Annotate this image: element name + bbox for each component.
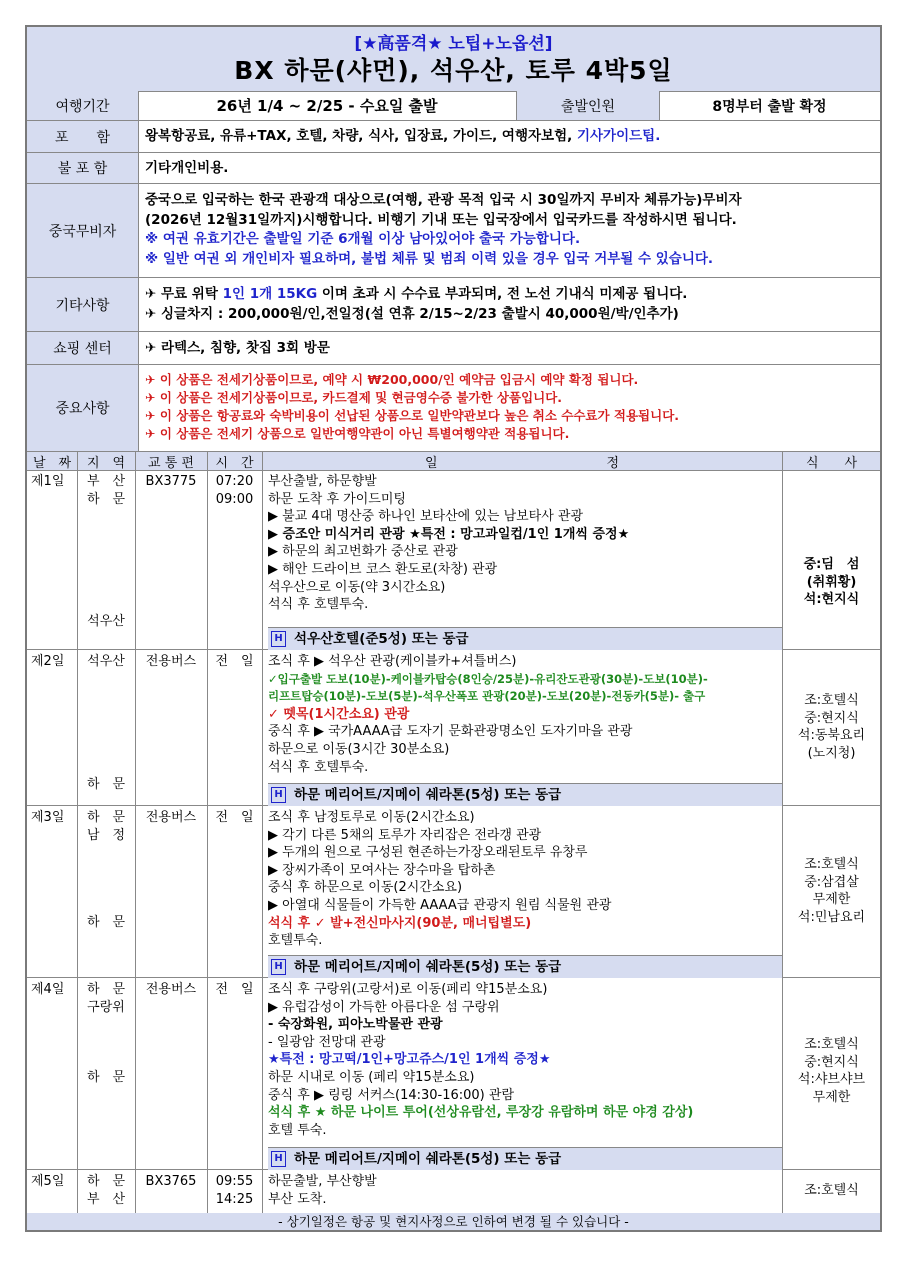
col-area: 지 역 [86, 456, 126, 471]
day-transport: BX3775 [145, 474, 197, 489]
col-transport: 교 통 편 [148, 456, 194, 471]
important-row [27, 365, 880, 452]
day-time: 전 일 [215, 654, 254, 669]
day-row-4 [27, 978, 880, 1170]
schedule-line: 부산 도착. [268, 1191, 327, 1207]
schedule-line: ▶ 해안 드라이브 코스 환도로(차창) 관광 [268, 561, 498, 577]
schedule-line: 부산출발, 하문향발 [268, 474, 377, 489]
day-area: 부 산 하 문 석우산 [86, 474, 126, 629]
schedule-line: 하문 시내로 이동 (페리 약15분소요) [268, 1069, 475, 1085]
schedule-line: ✓ 뗏목(1시간소요) 관광 [268, 706, 410, 722]
day-schedule [268, 473, 780, 614]
schedule-line: ▶ 두개의 원으로 구성된 현존하는가장오래된토루 유창루 [268, 845, 588, 861]
etc-baggage: 1인 1개 15KG [222, 286, 318, 302]
important-item-3: ✈ 이 상품은 항공료와 숙박비용이 선납된 상품으로 일반약관보다 높은 취소 수수료가 적용됩니다. [145, 408, 680, 423]
day-time: 전 일 [215, 982, 254, 997]
schedule-line: 조식 후 구랑위(고랑서)로 이동(페리 약15분소요) [268, 982, 548, 997]
excluded-label: 불 포 함 [27, 153, 139, 183]
day-time: 전 일 [215, 810, 254, 825]
included-row [27, 121, 880, 153]
visa-line-3: ※ 여권 유효기간은 출발일 기준 6개월 이상 남아있어야 출국 가능합니다. [145, 231, 581, 247]
schedule-line: 중식 후 ▶ 링링 서커스(14:30-16:00) 관람 [268, 1087, 515, 1103]
day-meal: 조:호텔식 중:현지식 석:동북요리 (노지청) [797, 693, 866, 761]
schedule-line: - 숙장화원, 피아노박물관 관광 [268, 1017, 443, 1033]
day-transport: 전용버스 [145, 982, 197, 997]
hotel-name: 하문 메리어트/지메이 쉐라톤(5성) 또는 동급 [294, 787, 562, 803]
day-transport: BX3765 [145, 1174, 197, 1189]
shopping-label: 쇼핑 센터 [27, 332, 139, 364]
schedule-line: ▶ 증조안 미식거리 관광 ★특전 : 망고과일컵/1인 1개씩 증정★ [268, 526, 630, 542]
day-area: 석우산 하 문 [86, 654, 126, 792]
col-time: 시 간 [215, 456, 254, 471]
day-label: 제2일 [31, 654, 65, 669]
col-date: 날 짜 [32, 456, 72, 471]
hotel-name: 하문 메리어트/지메이 쉐라톤(5성) 또는 동급 [294, 1151, 562, 1167]
schedule-line: ▶ 불교 4대 명산중 하나인 보타산에 있는 남보타사 관광 [268, 509, 584, 525]
excluded-row [27, 153, 880, 184]
day-row-5 [27, 1170, 880, 1213]
important-content [145, 371, 874, 443]
schedule-line: ▶ 각기 다른 5채의 토루가 자리잡은 전라갱 관광 [268, 827, 542, 843]
itinerary-sheet [25, 25, 882, 1232]
important-item-1: ✈ 이 상품은 전세기상품이므로, 예약 시 ₩200,000/인 예약금 입금시 예약 확정 됩니다. [145, 372, 639, 387]
hotel-icon: H [271, 631, 286, 647]
etc-line-1a: ✈ 무료 위탁 [145, 286, 223, 302]
day-schedule [268, 981, 780, 1139]
schedule-line: 석식 후 ★ 하문 나이트 투어(선상유람선, 루장강 유람하며 하문 야경 감상) [268, 1105, 694, 1121]
schedule-line: ★특전 : 망고떡/1인+망고쥬스/1인 1개씩 증정★ [268, 1052, 551, 1068]
period-value: 26년 1/4 ~ 2/25 - 수요일 출발 [216, 97, 438, 115]
day-row-3 [27, 806, 880, 978]
hotel-icon: H [271, 1151, 286, 1167]
schedule-line: 하문출발, 부산향발 [268, 1174, 377, 1189]
important-label: 중요사항 [27, 365, 139, 451]
day-meal: 중:딤 섬 (취휘황) 석:현지식 [803, 557, 860, 607]
day-row-2 [27, 650, 880, 806]
important-item-2: ✈ 이 상품은 전세기상품이므로, 카드결제 및 현금영수증 불가한 상품입니다. [145, 390, 563, 405]
day-area: 하 문 부 산 [86, 1174, 126, 1207]
included-tip: 기사가이드팁. [576, 128, 661, 144]
day-meal: 조:호텔식 중:삼겹살 무제한 석:민남요리 [797, 857, 866, 925]
day-row-1 [27, 470, 880, 650]
visa-line-1: 중국으로 입국하는 한국 관광객 대상으로(여행, 관광 목적 입국 시 30일까지 무비자 체류가능)무비자 [145, 192, 742, 208]
etc-row [27, 278, 880, 332]
schedule-line: 조식 후 ▶ 석우산 관광(케이블카+셔틀버스) [268, 654, 517, 669]
schedule-line: 석식 후 호텔투숙. [268, 759, 369, 775]
hotel-name: 석우산호텔(준5성) 또는 동급 [294, 631, 469, 647]
schedule-line: ▶ 아열대 식물들이 가득한 AAAA급 관광지 원림 식물원 관광 [268, 897, 612, 913]
day-time: 09:55 14:25 [215, 1174, 254, 1207]
included-value [145, 127, 874, 147]
day-meal: 조:호텔식 중:현지식 석:샤브샤브 무제한 [797, 1037, 866, 1105]
day-label: 제4일 [31, 982, 65, 997]
day-time: 07:20 09:00 [215, 474, 254, 507]
schedule-line: ▶ 하문의 최고번화가 중산로 관광 [268, 544, 458, 560]
visa-line-2: (2026년 12월31일까지)시행합니다. 비행기 기내 또는 입국장에서 입국카드를 작성하시면 됩니다. [145, 211, 737, 228]
schedule-line: ▶ 유럽감성이 가득한 아름다운 섬 구랑위 [268, 999, 500, 1015]
included-text: 왕복항공료, 유류+TAX, 호텔, 차량, 식사, 입장료, 가이드, 여행자보험, [145, 128, 577, 144]
hotel-icon: H [271, 787, 286, 803]
hotel-bar [268, 955, 782, 978]
schedule-line: 리프트탑승(10분)-도보(5분)-석우산폭포 관광(20분)-도보(20분)-전동카(5분)- 출구 [268, 689, 706, 704]
schedule-line: ✓입구출발 도보(10분)-케이블카탑승(8인승/25분)-유리잔도관광(30분)-도보(10분)- [268, 671, 708, 686]
included-label: 포 함 [27, 121, 139, 152]
etc-line-2: ✈ 싱글차지 : 200,000원/인,전일정(설 연휴 2/15~2/23 출발시 40,000원/박/인추가) [145, 305, 679, 322]
schedule-line: - 일광암 전망대 관광 [268, 1034, 386, 1050]
important-item-4: ✈ 이 상품은 전세기 상품으로 일반여행약관이 아닌 특별여행약관 적용됩니다. [145, 426, 570, 441]
etc-label: 기타사항 [27, 278, 139, 331]
day-label: 제3일 [31, 810, 65, 825]
schedule-line: 하문으로 이동(3시간 30분소요) [268, 741, 450, 757]
tour-title: BX 하문(샤먼), 석우산, 토루 4박5일 [234, 56, 673, 85]
day-schedule [268, 809, 780, 950]
col-meal: 식 사 [805, 456, 858, 471]
people-label: 출발인원 [516, 91, 660, 120]
col-schedule: 일 정 [424, 456, 620, 471]
shopping-row [27, 332, 880, 365]
schedule-line: 중식 후 하문으로 이동(2시간소요) [268, 880, 463, 896]
schedule-line: 석식 후 호텔투숙. [268, 597, 369, 613]
day-schedule [268, 653, 780, 776]
shopping-value: ✈ 라텍스, 침향, 찻집 3회 방문 [145, 340, 330, 356]
visa-content [145, 191, 874, 269]
schedule-line: 하문 도착 후 가이드미팅 [268, 491, 406, 507]
itinerary-header [27, 452, 880, 471]
visa-row [27, 184, 880, 278]
hotel-bar [268, 627, 782, 650]
hotel-bar [268, 783, 782, 806]
schedule-line: 석식 후 ✓ 발+전신마사지(90분, 매너팁별도) [268, 915, 532, 931]
day-area: 하 문 남 정 하 문 [86, 810, 126, 930]
day-label: 제1일 [31, 474, 65, 489]
day-transport: 전용버스 [145, 810, 197, 825]
schedule-line: 조식 후 남정토루로 이동(2시간소요) [268, 810, 475, 825]
day-label: 제5일 [31, 1174, 65, 1189]
excluded-value: 기타개인비용. [145, 160, 229, 176]
visa-label: 중국무비자 [27, 184, 139, 277]
schedule-line: 중식 후 ▶ 국가AAAA급 도자기 문화관광명소인 도자기마을 관광 [268, 724, 633, 740]
etc-line-1 [145, 285, 874, 305]
period-row [27, 91, 880, 121]
title-banner [27, 27, 880, 92]
tour-subtitle: [★高품격★ 노팁+노옵션] [354, 34, 553, 54]
schedule-line: 호텔 투숙. [268, 1122, 327, 1138]
etc-line-1c: 이며 초과 시 수수료 부과되며, 전 노선 기내식 미제공 됩니다. [317, 286, 688, 302]
schedule-line: 호텔투숙. [268, 933, 323, 949]
day-area: 하 문 구랑위 하 문 [86, 982, 126, 1085]
day-transport: 전용버스 [145, 654, 197, 669]
schedule-line: ▶ 장씨가족이 모여사는 장수마을 탑하촌 [268, 862, 496, 878]
hotel-icon: H [271, 959, 286, 975]
etc-content [145, 285, 874, 324]
day-meal: 조:호텔식 [804, 1183, 859, 1198]
day-schedule [268, 1173, 780, 1208]
period-label: 여행기간 [27, 91, 139, 120]
hotel-name: 하문 메리어트/지메이 쉐라톤(5성) 또는 동급 [294, 959, 562, 975]
visa-line-4: ※ 일반 여권 외 개인비자 필요하며, 불법 체류 및 범죄 이력 있을 경우 입국 거부될 수 있습니다. [145, 250, 714, 267]
footer-note: - 상기일정은 항공 및 현지사정으로 인하여 변경 될 수 있습니다 - [27, 1213, 880, 1230]
people-value: 8명부터 출발 확정 [712, 98, 827, 115]
hotel-bar [268, 1147, 782, 1170]
schedule-line: 석우산으로 이동(약 3시간소요) [268, 579, 446, 595]
